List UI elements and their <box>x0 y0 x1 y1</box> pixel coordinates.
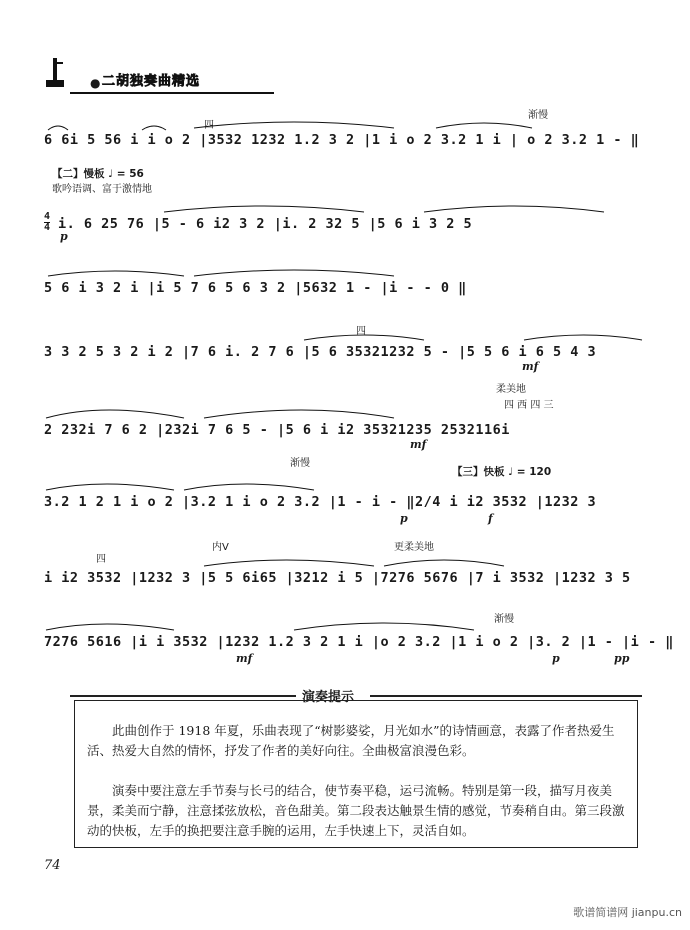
score-line-8 <box>44 614 674 665</box>
fingering-mark: 四 <box>356 326 366 337</box>
heading-rule-left <box>70 695 296 697</box>
fingering-mark: 四 <box>96 554 106 565</box>
section-heading: 【二】慢板 ♩ = 56 <box>52 168 144 180</box>
tempo-marking: 渐慢 <box>290 458 310 469</box>
notation-text: 6 6i 5 56 i i o 2 |3532 1232 1.2 3 2 |1 i o 2 3.2 1 i | o 2 3.2 1 - ‖ <box>44 132 640 148</box>
time-signature: 4 4 <box>44 211 51 233</box>
dynamic-marking: f <box>488 512 493 525</box>
dynamic-marking: pp <box>614 652 630 665</box>
notation-text: i. 6 25 76 |5 - 6 i2 3 2 |i. 2 32 5 |5 6 i 3 2 5 <box>58 216 473 232</box>
page-number: 74 <box>44 858 61 873</box>
score-line-5 <box>44 384 644 451</box>
notation-text: 3.2 1 2 1 i o 2 |3.2 1 i o 2 3.2 |1 - i - ‖2/4 i i2 3532 |1232 3 <box>44 494 597 510</box>
dynamic-marking: p <box>60 230 68 243</box>
bowing-mark: 内V <box>212 542 229 553</box>
performance-tips-box <box>74 700 638 848</box>
score-line-3 <box>44 264 644 304</box>
tempo-marking: 渐慢 <box>494 614 514 625</box>
dynamic-marking: mf <box>522 360 539 373</box>
tempo-marking: 渐慢 <box>528 110 548 121</box>
fingering-mark: 四 <box>204 120 214 131</box>
header-title: 二胡独奏曲精选 <box>102 74 201 89</box>
tips-title: 演奏提示 <box>296 686 360 705</box>
dynamic-marking: mf <box>236 652 253 665</box>
notation-text: 7276 5616 |i i 3532 |1232 1.2 3 2 1 i |o 2 3.2 |1 i o 2 |3. 2 |1 - |i - ‖ <box>44 634 674 650</box>
notation-text: i i2 3532 |1232 3 |5 5 6i65 |3212 i 5 |7276 5676 |7 i 3532 |1232 3 5 <box>44 570 631 586</box>
expression-marking: 更柔美地 <box>394 542 434 553</box>
notation-text: 3 3 2 5 3 2 i 2 |7 6 i. 2 7 6 |5 6 35321232 5 - |5 5 6 i 6 5 4 3 <box>44 344 597 360</box>
tips-paragraph: 此曲创作于 1918 年夏，乐曲表现了“树影婆娑，月光如水”的诗情画意，表露了作者热爱生活、热爱大自然的情怀，抒发了作者的美好向往。全曲极富浪漫色彩。 <box>87 723 615 758</box>
score-line-7 <box>44 542 644 594</box>
notation-text: 5 6 i 3 2 i |i 5 7 6 5 6 3 2 |5632 1 - |i - - 0 ‖ <box>44 280 467 296</box>
expression-marking: 柔美地 <box>496 384 526 395</box>
section-expression: 歌吟语调、富于激情地 <box>52 184 152 195</box>
dynamic-marking: p <box>552 652 560 665</box>
header-rule <box>70 92 274 94</box>
section-heading: 【三】快板 ♩ = 120 <box>452 466 552 478</box>
score-line-4 <box>44 326 644 373</box>
tips-paragraph: 演奏中要注意左手节奏与长弓的结合，使节奏平稳，运弓流畅。特别是第一段，描写月夜美景，柔美而宁静，注意揉弦放松，音色甜美。第二段表达触景生情的感觉，节奏稍自由。第三段激动的快板，左手的换把要注意手腕的运用，左手快速上下，灵活自如。 <box>87 783 625 838</box>
score-line-2 <box>44 200 644 243</box>
notation-text: 2 232i 7 6 2 |232i 7 6 5 - |5 6 i i2 35321235 2532116i <box>44 422 510 438</box>
dynamic-marking: mf <box>410 438 427 451</box>
dynamic-marking: p <box>400 512 408 525</box>
erhu-logo-icon <box>44 58 66 88</box>
header-bullet-icon: ● <box>90 76 101 90</box>
book-header <box>44 58 644 94</box>
heading-rule-right <box>370 695 642 697</box>
score-line-1 <box>44 110 644 156</box>
fingering-mark: 四 西 四 三 <box>504 400 554 411</box>
site-watermark: 歌谱简谱网 jianpu.cn <box>573 906 682 919</box>
